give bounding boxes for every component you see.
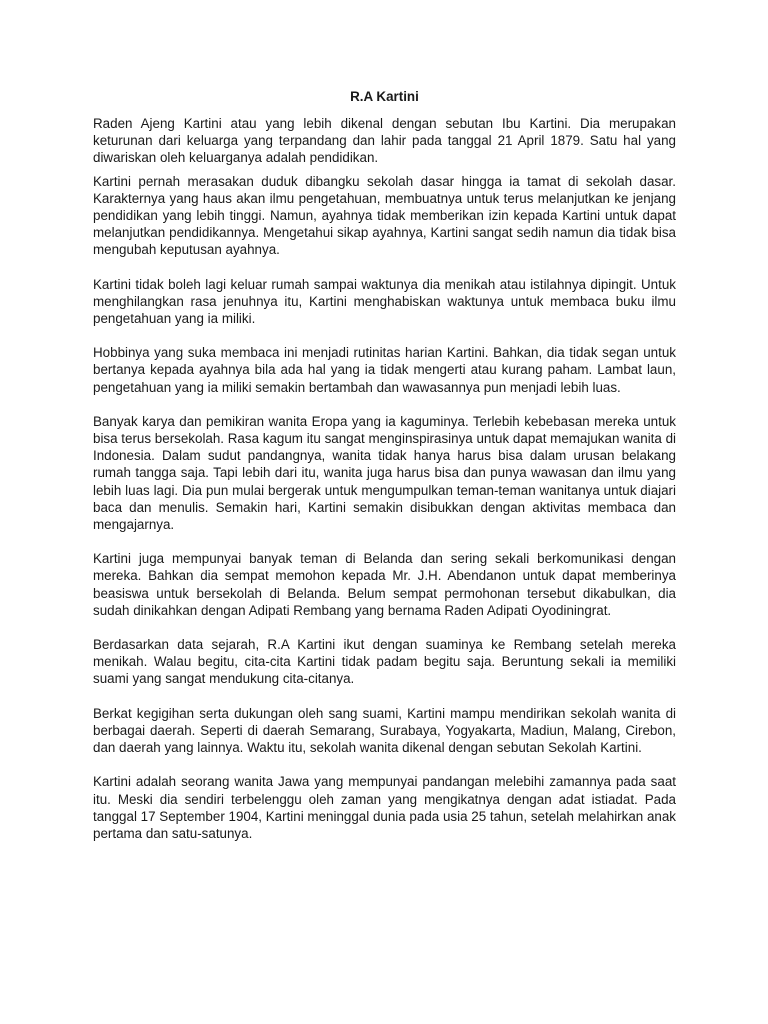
- document-title: R.A Kartini: [350, 89, 419, 104]
- paragraph-european-women: Banyak karya dan pemikiran wanita Eropa yang ia kaguminya. Terlebih kebebasan mereka untuk bisa terus bersekolah. Rasa kagum itu sangat menginspirasinya untuk dapat memajukan wanita di Indonesia. Dalam sudut pandangnya, wanita tidak hanya harus bisa dalam urusan belakang rumah tangga saja. Tapi lebih dari itu, wanita juga harus bisa dan punya wawasan dan ilmu yang lebih luas lagi. Dia pun mulai bergerak untuk mengumpulkan teman-teman wanitanya untuk diajari baca dan menulis. Semakin hari, Kartini semakin disibukkan dengan aktivitas membaca dan mengajarnya.: [93, 413, 676, 533]
- paragraph-dutch-friends: Kartini juga mempunyai banyak teman di Belanda dan sering sekali berkomunikasi dengan mereka. Bahkan dia sempat memohon kepada Mr. J.H. Abendanon untuk dapat memberinya beasiswa untuk bersekolah di Belanda. Belum sempat permohonan tersebut dikabulkan, dia sudah dinikahkan dengan Adipati Rembang yang bernama Raden Adipati Oyodiningrat.: [93, 551, 676, 618]
- paragraph-rembang: Berdasarkan data sejarah, R.A Kartini ikut dengan suaminya ke Rembang setelah mereka menikah. Walau begitu, cita-cita Kartini tidak padam begitu saja. Beruntung sekali ia memiliki suami yang sangat mendukung cita-citanya.: [93, 637, 676, 687]
- paragraph-reading-hobby: Hobbinya yang suka membaca ini menjadi rutinitas harian Kartini. Bahkan, dia tidak segan untuk bertanya kepada ayahnya bila ada hal yang ia tidak mengerti atau kurang paham. Lambat laun, pengetahuan yang ia miliki semakin bertambah dan wawasannya pun menjadi lebih luas.: [93, 345, 676, 395]
- paragraph-pingit: Kartini tidak boleh lagi keluar rumah sampai waktunya dia menikah atau istilahnya dipingit. Untuk menghilangkan rasa jenuhnya itu, Kartini menghabiskan waktunya untuk membaca buku ilmu pengetahuan yang ia miliki.: [93, 276, 676, 327]
- document-body: [93, 88, 676, 842]
- paragraph-intro: Raden Ajeng Kartini atau yang lebih dikenal dengan sebutan Ibu Kartini. Dia merupakan keturunan dari keluarga yang terpandang dan lahir pada tanggal 21 April 1879. Satu hal yang diwariskan oleh keluarganya adalah pendidikan.: [93, 116, 676, 166]
- paragraph-death: Kartini adalah seorang wanita Jawa yang mempunyai pandangan melebihi zamannya pada saat itu. Meski dia sendiri terbelenggu oleh zaman yang mengikatnya dengan adat istiadat. Pada tanggal 17 September 1904, Kartini meninggal dunia pada usia 25 tahun, setelah melahirkan anak pertama dan satu-satunya.: [93, 774, 676, 841]
- paragraph-education: Kartini pernah merasakan duduk dibangku sekolah dasar hingga ia tamat di sekolah dasar. Karakternya yang haus akan ilmu pengetahuan, membuatnya untuk terus melanjutkan ke jenjang pendidikan yang lebih tinggi. Namun, ayahnya tidak memberikan izin kepada Kartini untuk dapat melanjutkan pendidikannya. Mengetahui sikap ayahnya, Kartini sangat sedih namun dia tidak bisa mengubah keputusan ayahnya.: [93, 173, 676, 258]
- paragraph-schools: Berkat kegigihan serta dukungan oleh sang suami, Kartini mampu mendirikan sekolah wanita di berbagai daerah. Seperti di daerah Semarang, Surabaya, Yogyakarta, Madiun, Malang, Cirebon, dan daerah yang lainnya. Waktu itu, sekolah wanita dikenal dengan sebutan Sekolah Kartini.: [93, 705, 676, 756]
